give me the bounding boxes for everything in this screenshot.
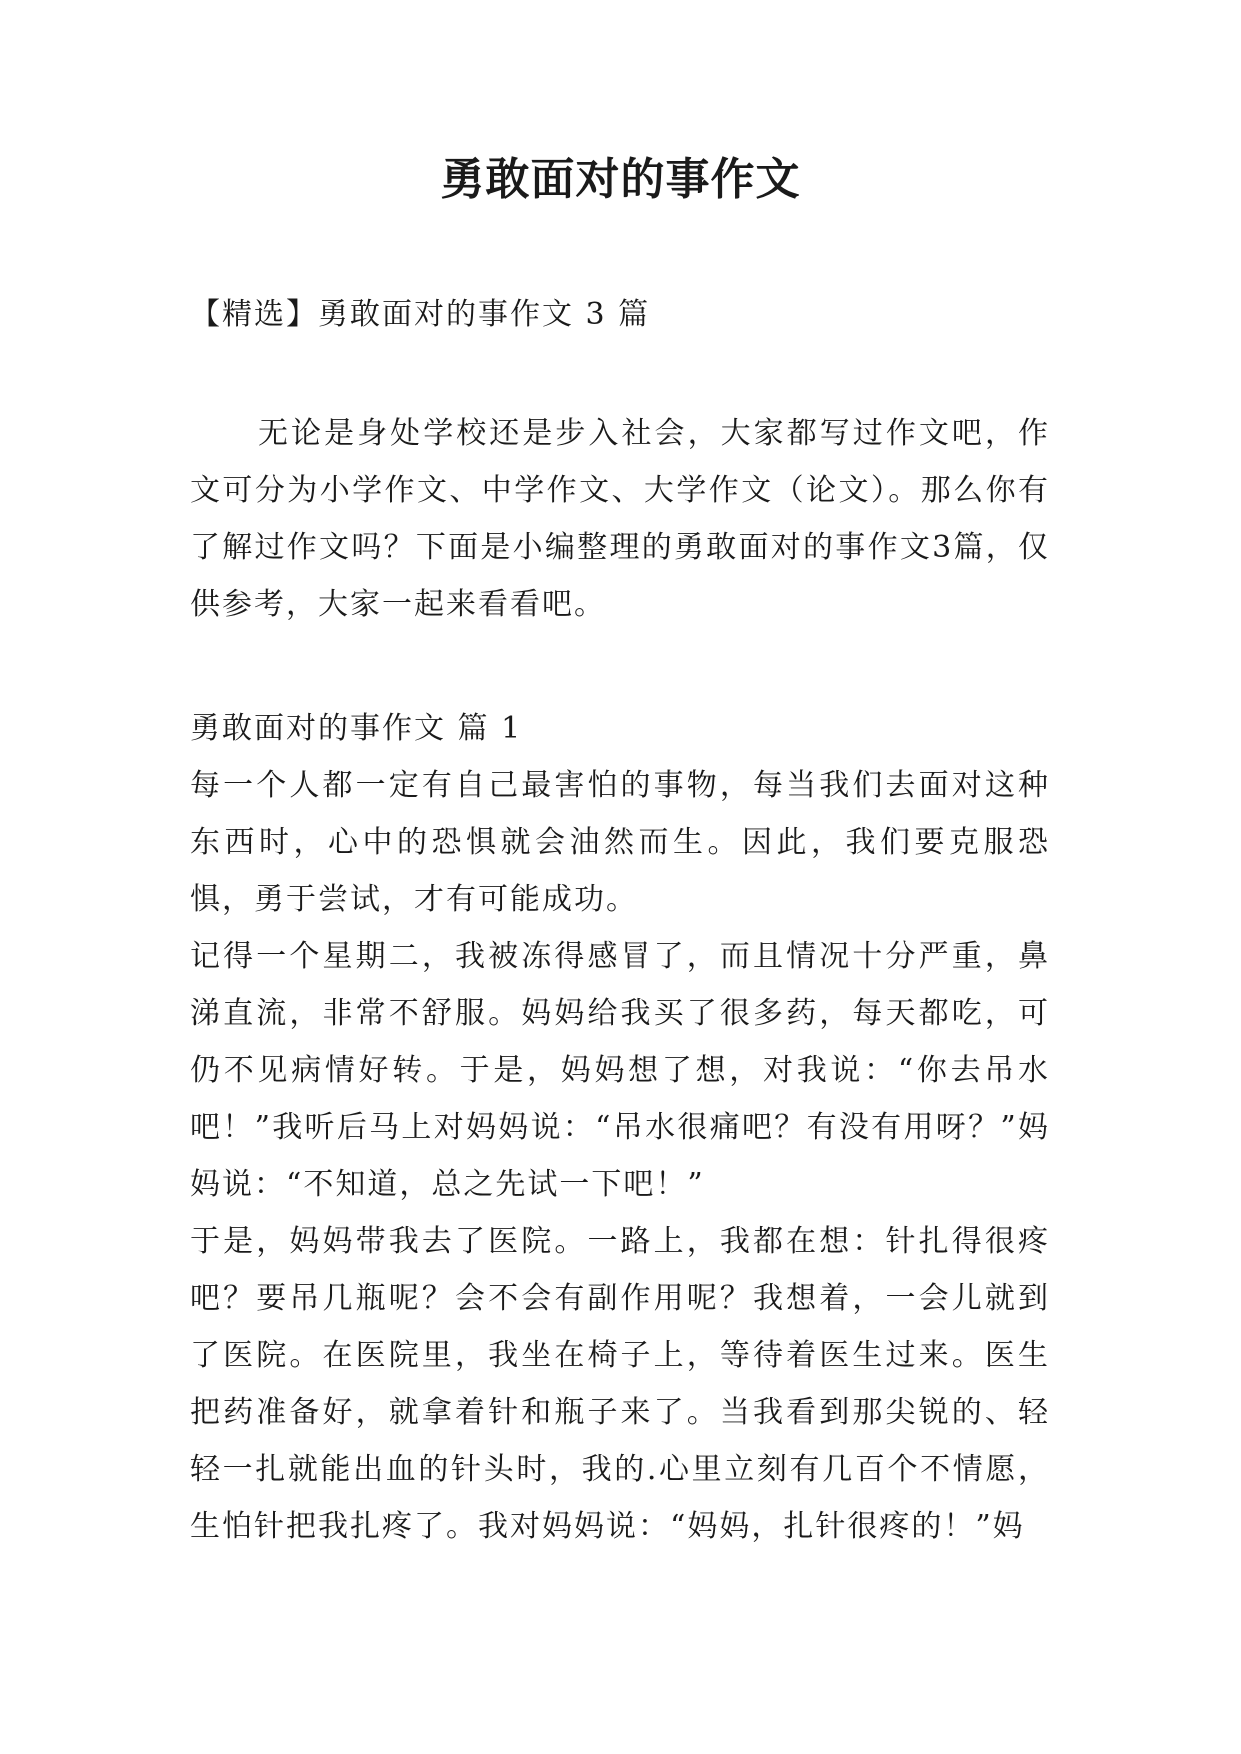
body-paragraph: 于是，妈妈带我去了医院。一路上，我都在想：针扎得很疼吧？要吊几瓶呢？会不会有副作用呢？我想着，一会儿就到了医院。在医院里，我坐在椅子上，等待着医生过来。医生把药准备好，就拿着针和瓶子来了。当我看到那尖锐的、轻轻一扎就能出血的针头时，我的.心里立刻有几百个不情愿，生怕针把我扎疼了。我对妈妈说：“妈妈，扎针很疼的！”妈	[190, 1224, 1050, 1544]
section-body	[190, 757, 1050, 1555]
body-paragraph: 记得一个星期二，我被冻得感冒了，而且情况十分严重，鼻涕直流，非常不舒服。妈妈给我买了很多药，每天都吃，可仍不见病情好转。于是，妈妈想了想，对我说：“你去吊水吧！”我听后马上对妈妈说：“吊水很痛吧？有没有用呀？”妈妈说：“不知道，总之先试一下吧！”	[190, 939, 1050, 1202]
document-subtitle: 【精选】勇敢面对的事作文 3 篇	[190, 297, 651, 332]
section-heading: 勇敢面对的事作文 篇 1	[190, 711, 523, 746]
body-paragraph: 每一个人都一定有自己最害怕的事物，每当我们去面对这种东西时，心中的恐惧就会油然而生。因此，我们要克服恐惧，勇于尝试，才有可能成功。	[190, 768, 1050, 917]
document-title: 勇敢面对的事作文	[440, 154, 801, 205]
intro-paragraph: 无论是身处学校还是步入社会，大家都写过作文吧，作文可分为小学作文、中学作文、大学作文（论文）。那么你有了解过作文吗？下面是小编整理的勇敢面对的事作文3篇，仅供参考，大家一起来看看吧。	[190, 416, 1050, 622]
